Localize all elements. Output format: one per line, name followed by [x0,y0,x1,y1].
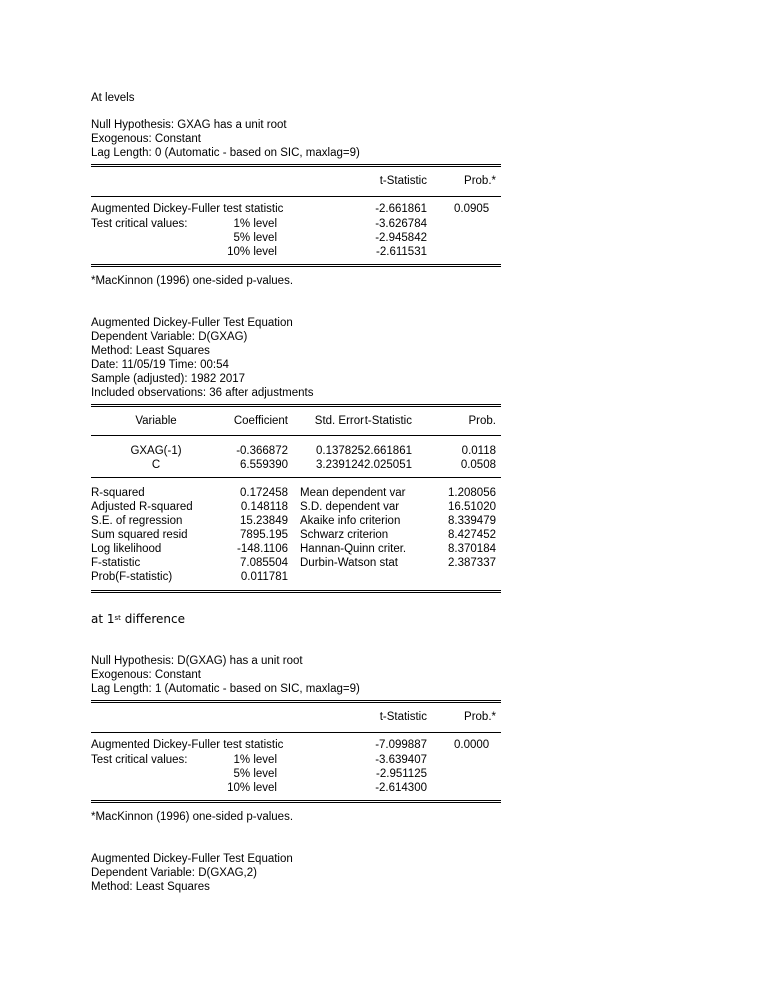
stat-value: 2.387337 [448,557,496,569]
reg-variable: C [151,459,161,471]
crit-level: 10% level [227,246,277,258]
table-rule [91,435,501,436]
stat-value: 8.427452 [448,529,496,541]
method: Method: Least Squares [91,345,210,357]
stat-value: 7895.195 [240,529,288,541]
table-rule [91,592,501,593]
reg-tstat: -2.661861 [360,445,412,457]
table-rule [91,590,501,591]
stat-value: 7.085504 [240,557,288,569]
reg-prob: 0.0508 [460,459,496,471]
stat-value: 0.172458 [240,487,288,499]
stat-label: Log likelihood [91,543,162,555]
stat-label: Prob(F-statistic) [91,571,173,583]
heading-text: at 1 [91,612,115,626]
lag-length: Lag Length: 0 (Automatic - based on SIC, maxlag=9) [91,147,360,159]
reg-header-variable: Variable [135,415,177,427]
table-rule [91,702,501,703]
table-rule [91,700,501,701]
stat-value: 16.51020 [448,501,496,513]
reg-tstat: 2.025051 [364,459,412,471]
stat-label: S.E. of regression [91,515,183,527]
reg-stderror: 0.137825 [316,445,364,457]
reg-header-coefficient: Coefficient [233,415,288,427]
stat-label: Sum squared resid [91,529,188,541]
exogenous: Exogenous: Constant [91,669,201,681]
method: Method: Least Squares [91,881,210,893]
section-heading-levels: At levels [91,92,135,104]
section-heading-first-difference [91,612,185,626]
adf-tstat: -7.099887 [375,739,427,751]
date-time: Date: 11/05/19 Time: 00:54 [91,359,229,371]
stat-value: 8.370184 [448,543,496,555]
stat-label: Mean dependent var [300,487,406,499]
stat-value: 8.339479 [448,515,496,527]
table-rule [91,404,501,405]
stat-label: F-statistic [91,557,141,569]
stat-label: Durbin-Watson stat [300,557,398,569]
reg-header-tstat: t-Statistic [364,415,412,427]
footnote: *MacKinnon (1996) one-sided p-values. [91,811,294,823]
observations: Included observations: 36 after adjustments [91,387,314,399]
crit-level: 1% level [233,218,277,230]
stat-value: -148.1106 [237,543,288,555]
col-header-prob: Prob.* [464,711,496,723]
crit-level: 10% level [227,782,277,794]
crit-value: -3.626784 [375,218,427,230]
heading-superscript: st [114,614,121,622]
reg-header-prob: Prob. [468,415,496,427]
reg-header-stderror: Std. Error [314,415,364,427]
adf-prob: 0.0905 [454,203,490,215]
table-rule [91,802,501,803]
crit-value: -3.639407 [375,754,427,766]
crit-level: 5% level [233,232,277,244]
reg-coefficient: -0.366872 [236,445,288,457]
crit-value: -2.945842 [375,232,427,244]
table-rule [91,164,501,165]
stat-value: 0.148118 [240,501,288,513]
reg-stderror: 3.239124 [316,459,364,471]
stat-label: Hannan-Quinn criter. [300,543,407,555]
reg-coefficient: 6.559390 [240,459,288,471]
table-rule [91,196,501,197]
adf-label: Augmented Dickey-Fuller test statistic [91,203,284,215]
stat-label: Akaike info criterion [300,515,401,527]
adf-prob: 0.0000 [454,739,490,751]
table-rule [91,732,501,733]
crit-level: 5% level [233,768,277,780]
crit-value: -2.611531 [376,246,427,258]
table-rule [91,166,501,167]
adf-label: Augmented Dickey-Fuller test statistic [91,739,284,751]
dependent-variable: Dependent Variable: D(GXAG) [91,331,248,343]
stat-label: R-squared [91,487,145,499]
sample: Sample (adjusted): 1982 2017 [91,373,246,385]
critical-values-label: Test critical values: [91,218,188,230]
table-rule [91,266,501,267]
exogenous: Exogenous: Constant [91,133,201,145]
null-hypothesis: Null Hypothesis: GXAG has a unit root [91,119,287,131]
equation-title: Augmented Dickey-Fuller Test Equation [91,853,293,865]
null-hypothesis: Null Hypothesis: D(GXAG) has a unit root [91,655,303,667]
stat-label: Adjusted R-squared [91,501,193,513]
table-rule [91,800,501,801]
table-rule [91,406,501,407]
critical-values-label: Test critical values: [91,754,188,766]
reg-prob: 0.0118 [461,445,496,457]
stat-value: 0.011781 [240,571,288,583]
lag-length: Lag Length: 1 (Automatic - based on SIC, maxlag=9) [91,683,360,695]
adf-tstat: -2.661861 [375,203,427,215]
col-header-tstat: t-Statistic [379,711,427,723]
crit-value: -2.614300 [375,782,427,794]
table-rule [91,477,501,478]
heading-text: difference [120,612,185,626]
equation-title: Augmented Dickey-Fuller Test Equation [91,317,293,329]
crit-level: 1% level [233,754,277,766]
stat-value: 15.23849 [240,515,288,527]
stat-label: Schwarz criterion [300,529,389,541]
col-header-tstat: t-Statistic [379,175,427,187]
stat-value: 1.208056 [448,487,496,499]
stat-label: S.D. dependent var [300,501,400,513]
dependent-variable: Dependent Variable: D(GXAG,2) [91,867,257,879]
crit-value: -2.951125 [376,768,427,780]
col-header-prob: Prob.* [464,175,496,187]
table-rule [91,264,501,265]
footnote: *MacKinnon (1996) one-sided p-values. [91,275,294,287]
reg-variable: GXAG(-1) [130,445,182,457]
